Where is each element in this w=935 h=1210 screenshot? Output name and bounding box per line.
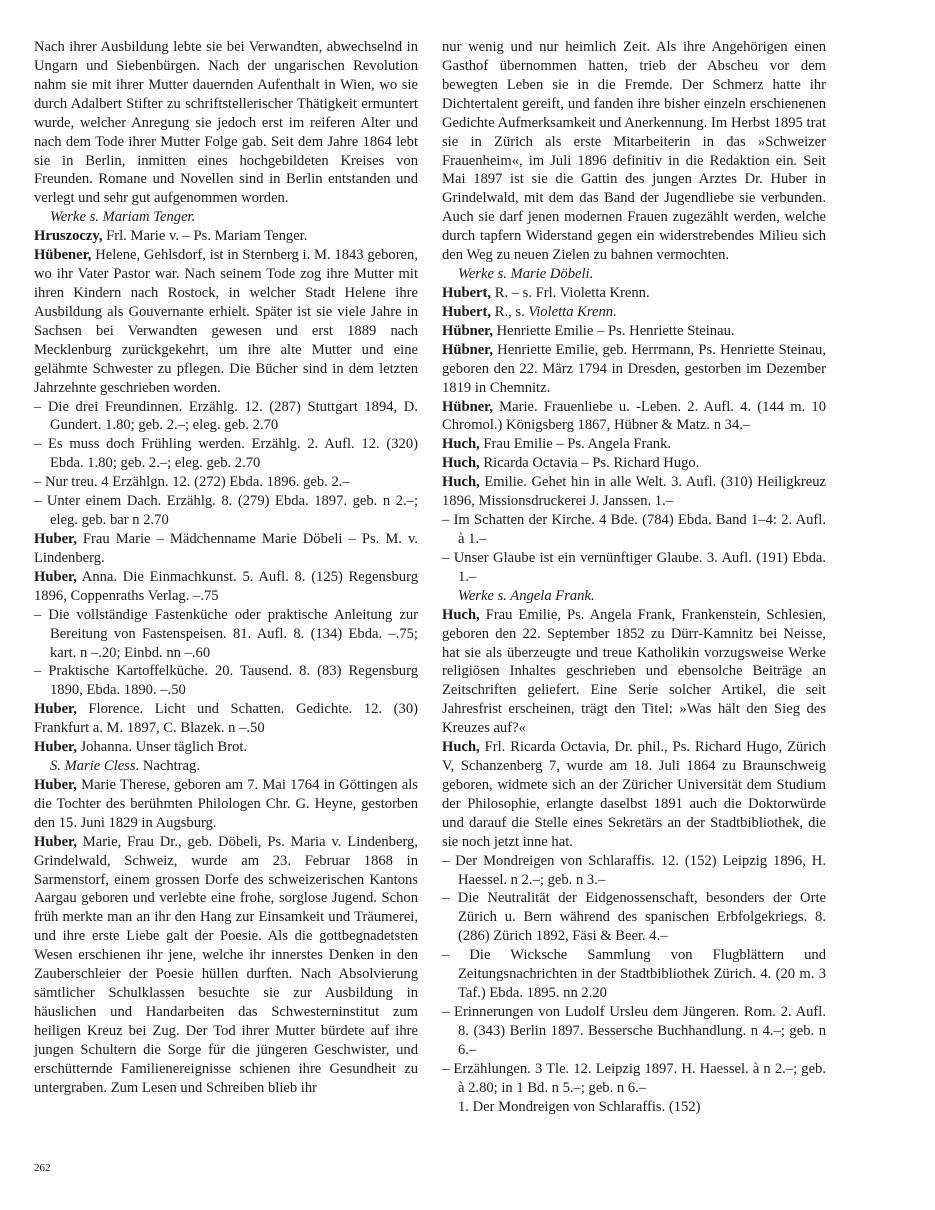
entry-text: Marie, Frau Dr., geb. Döbeli, Ps. Maria v. Lindenberg, Grindelwald, Schweiz, wurde am 23. Februar 1868 in Sarmenstorf, einem grossen Dorfe des schweizerischen Kantons Aargau geboren und verlebte eine frohe, sorglose Jugend. Schon früh merkte man an ihr den Hang zur Einsamkeit und Träumerei, und ihre erste Liebe galt der Poesie. Als die gottbegnadetsten Wesen erschienen ihr jene, welche ihr innerstes Denken in den Zauberschleier der Poesie hüllen durften. Nach Absolvierung sämtlicher Schulklassen besuchte sie zur Ausbildung in häuslichen und Handarbeiten das Schwesterninstitut zum heiligen Kreuz bei Zug. Der Tod ihrer Mutter bürdete auf ihre jungen Schultern die Sorge für die jüngeren Geschwister, und erschütternde Familienereignisse schienen ihre Gesundheit zu untergraben. Zum Lesen und Schreiben blieb ihr	[34, 833, 418, 1096]
author-entry	[34, 833, 418, 1098]
work-subitem: 1. Der Mondreigen von Schlaraffis. (152)	[458, 1098, 701, 1115]
reference-name: S. Marie Cless	[50, 758, 136, 775]
entry-name: Hubert,	[442, 303, 492, 320]
entry-name: Huber,	[34, 568, 77, 585]
works-reference: Werke s. Angela Frank.	[458, 587, 595, 604]
entry-name: Huch,	[442, 606, 480, 623]
author-entry	[442, 284, 826, 303]
entry-text: Frl. Ricarda Octavia, Dr. phil., Ps. Richard Hugo, Zürich V, Schanzenberg 7, wurde am 18. Juli 1864 zu Braunschweig geboren, widmete sich an der Züricher Universität dem Studium der Philosophie, erlangte daselbst 1891 auch die Doktorwürde und darauf die Stelle eines Sekretärs an der Stadtbibliothek, die sie noch jetzt inne hat.	[442, 739, 826, 850]
entry-text: Henriette Emilie, geb. Herrmann, Ps. Henriette Steinau, geboren den 22. März 1794 in Dresden, gestorben im Dezember 1819 in Chemnitz.	[442, 341, 826, 396]
entry-text: R., s.	[491, 303, 529, 320]
entry-text: Marie. Frauenliebe u. -Leben. 2. Aufl. 4. (144 m. 10 Chromol.) Königsberg 1867, Hübner & Matz. n 34.–	[442, 398, 826, 434]
author-entry	[442, 398, 826, 436]
entry-name: Huber,	[34, 739, 77, 756]
entry-name: Hubert,	[442, 284, 492, 301]
paragraph: Nach ihrer Ausbildung lebte sie bei Verwandten, abwechselnd in Ungarn und Siebenbürgen. Nach der ungarischen Revolution nahm sie mit ihrer Mutter dauernden Aufenthalt in Wien, wo sie durch Adalbert Stifter zu schriftstellerischer Thätigkeit ermuntert wurde, welcher Anregung sie jedoch erst im reiferen Alter und nach dem Tode ihrer Mutter Folge gab. Seit dem Jahre 1864 lebt sie in Berlin, inmitten eines hochgebildeten Kreises von Freunden. Romane und Novellen sind in Berlin entstanden und verlegt und sehr gut aufgenommen worden.	[34, 39, 418, 207]
author-entry	[34, 776, 418, 833]
entry-text: Frl. Marie v. – Ps. Mariam Tenger.	[102, 228, 308, 245]
work-item: – Die drei Freundinnen. Erzählg. 12. (287) Stuttgart 1894, D. Gundert. 1.80; geb. 2.–; eleg. geb. 2.70	[34, 398, 418, 434]
work-item: – Erinnerungen von Ludolf Ursleu dem Jüngeren. Rom. 2. Aufl. 8. (343) Berlin 1897. Bessersche Buchhandlung. n 4.–; geb. n 6.–	[442, 1004, 826, 1058]
left-column	[34, 38, 418, 1098]
author-entry	[34, 530, 418, 568]
entry-name: Huber,	[34, 833, 77, 850]
entry-text: Anna. Die Einmachkunst. 5. Aufl. 8. (125) Regensburg 1896, Coppenraths Verlag. –.75	[34, 568, 418, 604]
reference-note: . Nachtrag.	[135, 758, 200, 775]
work-item: – Praktische Kartoffelküche. 20. Tausend. 8. (83) Regensburg 1890, Ebda. 1890. –.50	[34, 663, 418, 699]
entry-name: Hübner,	[442, 398, 493, 415]
entry-text: Marie Therese, geboren am 7. Mai 1764 in Göttingen als die Tochter des berühmten Philologen Chr. G. Heyne, gestorben den 15. Juni 1829 in Augsburg.	[34, 776, 418, 831]
author-entry	[34, 738, 418, 757]
work-item: – Die vollständige Fastenküche oder praktische Anleitung zur Bereitung von Fastenspeisen. 81. Aufl. 8. (134) Ebda. –.75; kart. n –.20; Einbd. nn –.60	[34, 606, 418, 661]
entry-text: Florence. Licht und Schatten. Gedichte. 12. (30) Frankfurt a. M. 1897, C. Blazek. n –.50	[34, 701, 418, 737]
paragraph: nur wenig und nur heimlich Zeit. Als ihre Angehörigen einen Gasthof übernommen hatten, trieb der Abscheu vor dem bewegten Leben sie in die Fremde. Der Schmerz hatte ihr Dichtertalent gereift, und fanden ihre bisher einzeln erschienenen Gedichte Aufmerksamkeit und Anerkennung. Im Herbst 1895 trat sie in Zürich als erste Mitarbeiterin in das »Schweizer Frauenheim«, im Juli 1896 definitiv in die Redaktion ein. Seit Mai 1897 ist sie die Gattin des jungen Arztes Dr. Huber in Grindelwald, mit dem das Band der Jugendliebe sie verbunden. Auch sie darf jenen modernen Frauen zugezählt werden, welche durch tapfern Widerstand gegen ein widerstrebendes Milieu sich den Weg zu neuen Zielen zu bahnen vermochten.	[442, 39, 826, 264]
work-item: – Unser Glaube ist ein vernünftiger Glaube. 3. Aufl. (191) Ebda. 1.–	[442, 549, 826, 585]
author-entry	[34, 246, 418, 397]
entry-text: R. – s. Frl. Violetta Krenn.	[491, 284, 650, 301]
works-reference: Werke s. Mariam Tenger.	[50, 209, 196, 226]
author-entry	[442, 454, 826, 473]
entry-text: Ricarda Octavia – Ps. Richard Hugo.	[479, 455, 700, 472]
author-entry	[442, 435, 826, 454]
work-item: – Nur treu. 4 Erzählgn. 12. (272) Ebda. 1896. geb. 2.–	[34, 474, 350, 491]
works-reference	[34, 757, 418, 776]
work-item: – Der Mondreigen von Schlaraffis. 12. (152) Leipzig 1896, H. Haessel. n 2.–; geb. n 3.–	[442, 852, 826, 888]
entry-name: Hruszoczy,	[34, 228, 103, 245]
entry-name: Hübener,	[34, 247, 92, 264]
author-entry	[442, 322, 826, 341]
work-item: – Unter einem Dach. Erzählg. 8. (279) Ebda. 1897. geb. n 2.–; eleg. geb. bar n 2.70	[34, 493, 418, 529]
entry-text: Frau Emilie, Ps. Angela Frank, Frankenstein, Schlesien, geboren den 22. September 1852 zu Dürr-Kamnitz bei Neisse, hat sie als überzeugte und treue Katholikin vorzugsweise Werke religiösen Inhaltes geschrieben und ebensolche Beiträge an Zeitschriften geliefert. Eine Serie solcher Artikel, die seit Jahresfrist erscheinen, trägt den Titel: »Was hält den Sieg des Kreuzes auf?«	[442, 606, 826, 737]
author-entry	[442, 341, 826, 398]
author-entry	[442, 606, 826, 738]
entry-name: Huber,	[34, 530, 77, 547]
author-entry	[442, 738, 826, 852]
work-item: – Die Wicksche Sammlung von Flugblättern und Zeitungsnachrichten in der Stadtbibliothek Zürich. 4. (20 m. 3 Taf.) Ebda. 1895. nn 2.20	[442, 947, 826, 1002]
right-column	[442, 38, 826, 1117]
author-entry	[442, 303, 826, 322]
entry-name: Huch,	[442, 455, 480, 472]
works-reference: Werke s. Marie Döbeli.	[458, 266, 594, 283]
entry-name: Huch,	[442, 739, 480, 756]
work-item: – Es muss doch Frühling werden. Erzählg. 2. Aufl. 12. (320) Ebda. 1.80; geb. 2.–; eleg. geb. 2.70	[34, 436, 418, 472]
work-item: – Im Schatten der Kirche. 4 Bde. (784) Ebda. Band 1–4: 2. Aufl. à 1.–	[442, 512, 826, 547]
work-item: – Die Neutralität der Eidgenossenschaft, besonders der Orte Zürich u. Bern während des spanischen Erbfolgekriegs. 8. (286) Zürich 1892, Fäsi & Beer. 4.–	[442, 890, 826, 945]
entry-text: Helene, Gehlsdorf, ist in Sternberg i. M. 1843 geboren, wo ihr Vater Pastor war. Nach seinem Tode zog ihre Mutter mit ihren Kindern nach Rostock, in welcher Stadt Helene ihre Ausbildung als Gouvernante erhielt. Später ist sie viele Jahre in Sachsen bei Verwandten gewesen und erst 1889 nach Mecklenburg zurückgekehrt, um ihre alte Mutter und eine gelähmte Schwester zu pflegen. Die Bücher sind in dem letzten Jahrzehnte geschrieben worden.	[34, 247, 418, 396]
author-entry	[34, 227, 418, 246]
entry-text: Johanna. Unser täglich Brot.	[76, 739, 248, 756]
author-entry	[34, 700, 418, 738]
author-entry	[442, 473, 826, 511]
entry-name: Huch,	[442, 436, 480, 453]
entry-text: Frau Marie – Mädchenname Marie Döbeli – Ps. M. v. Lindenberg.	[34, 530, 418, 566]
entry-name: Huber,	[34, 701, 77, 718]
page-number: 262	[34, 1162, 51, 1174]
entry-name: Huch,	[442, 474, 480, 491]
entry-name: Hübner,	[442, 322, 493, 339]
entry-reference: Violetta Krenn.	[528, 303, 617, 320]
entry-name: Hübner,	[442, 341, 493, 358]
work-item: – Erzählungen. 3 Tle. 12. Leipzig 1897. H. Haessel. à n 2.–; geb. à 2.80; in 1 Bd. n 5.–; geb. n 6.–	[442, 1060, 826, 1096]
entry-name: Huber,	[34, 776, 77, 793]
entry-text: Emilie. Gehet hin in alle Welt. 3. Aufl. (310) Heiligkreuz 1896, Missionsdruckerei J. Janssen. 1.–	[442, 474, 826, 510]
author-entry	[34, 568, 418, 606]
entry-text: Henriette Emilie – Ps. Henriette Steinau.	[492, 322, 735, 339]
entry-text: Frau Emilie – Ps. Angela Frank.	[479, 436, 672, 453]
